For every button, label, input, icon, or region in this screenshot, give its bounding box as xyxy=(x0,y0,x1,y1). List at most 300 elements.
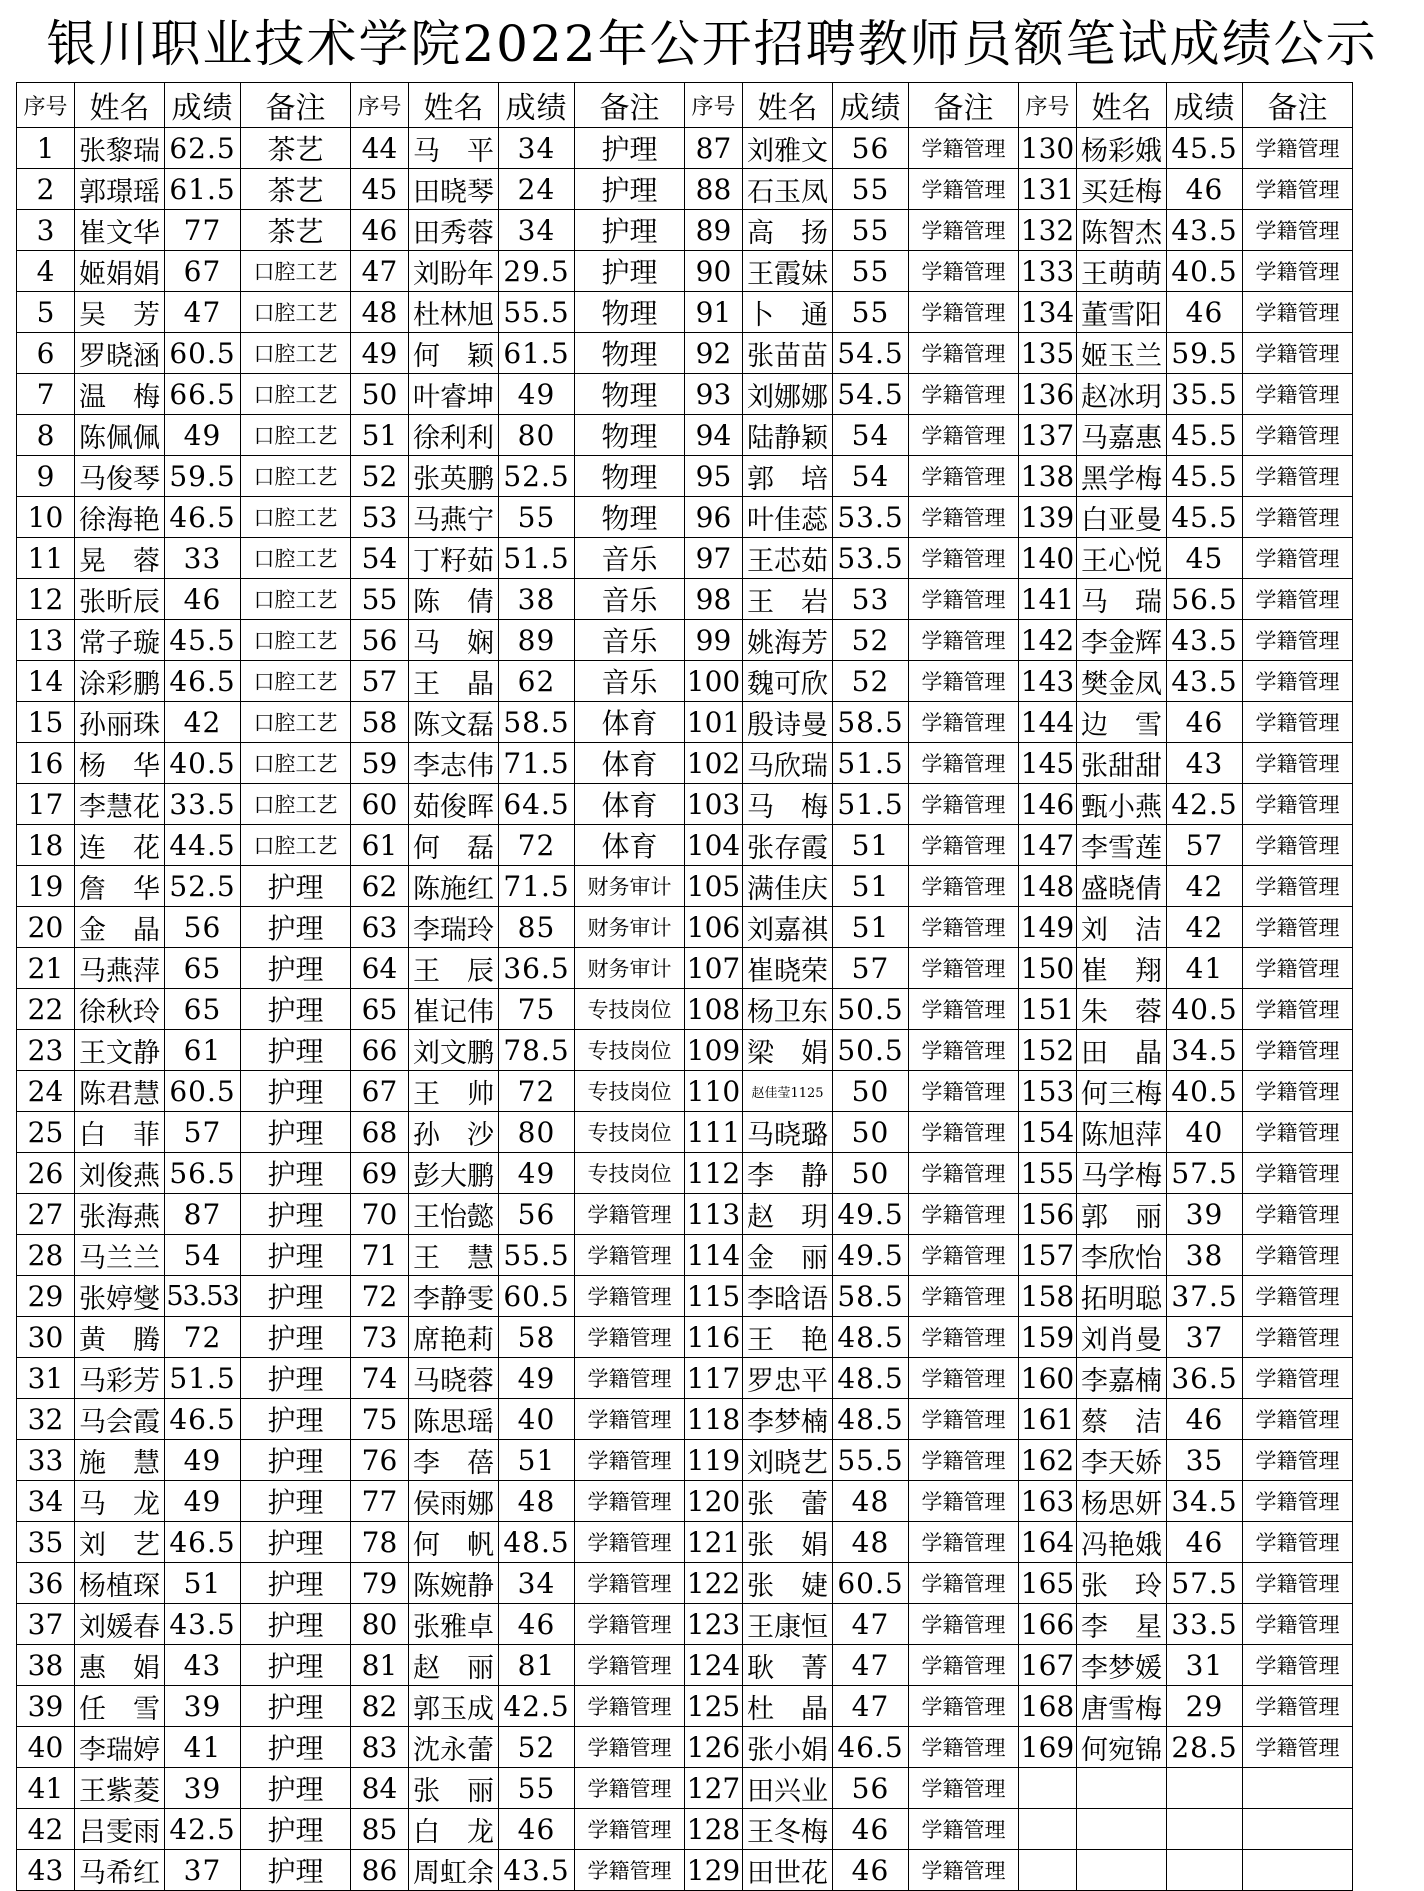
cell-score: 40.5 xyxy=(1167,989,1243,1030)
cell-score: 55 xyxy=(833,169,909,210)
cell-note: 学籍管理 xyxy=(909,1768,1019,1809)
cell-no: 39 xyxy=(17,1686,75,1727)
cell-no: 132 xyxy=(1019,210,1077,251)
cell-score: 31 xyxy=(1167,1645,1243,1686)
cell-score: 56 xyxy=(499,1194,575,1235)
cell-note: 学籍管理 xyxy=(575,1235,685,1276)
cell-note: 学籍管理 xyxy=(575,1727,685,1768)
header-name: 姓名 xyxy=(409,83,499,128)
cell-score: 56 xyxy=(833,1768,909,1809)
cell-score: 49 xyxy=(165,1440,241,1481)
cell-no: 44 xyxy=(351,128,409,169)
cell-name: 王紫菱 xyxy=(75,1768,165,1809)
cell-no: 112 xyxy=(685,1153,743,1194)
cell-no: 119 xyxy=(685,1440,743,1481)
cell-name: 李慧花 xyxy=(75,784,165,825)
cell-note: 学籍管理 xyxy=(909,1235,1019,1276)
cell-name: 白 龙 xyxy=(409,1809,499,1850)
cell-no: 31 xyxy=(17,1358,75,1399)
cell-no: 121 xyxy=(685,1522,743,1563)
cell-score: 56.5 xyxy=(165,1153,241,1194)
cell-score: 48.5 xyxy=(833,1399,909,1440)
cell-score: 51 xyxy=(499,1440,575,1481)
cell-score: 46.5 xyxy=(165,1399,241,1440)
cell-name: 李欣怡 xyxy=(1077,1235,1167,1276)
cell-no: 81 xyxy=(351,1645,409,1686)
table-row xyxy=(17,702,1353,743)
cell-name: 田世花 xyxy=(743,1850,833,1891)
cell-score: 48 xyxy=(499,1481,575,1522)
cell-name: 张苗苗 xyxy=(743,333,833,374)
cell-note: 学籍管理 xyxy=(909,456,1019,497)
cell-no: 71 xyxy=(351,1235,409,1276)
table-row xyxy=(17,661,1353,702)
cell-score: 53 xyxy=(833,579,909,620)
cell-note: 口腔工艺 xyxy=(241,456,351,497)
cell-no: 97 xyxy=(685,538,743,579)
table-row xyxy=(17,1727,1353,1768)
cell-score: 72 xyxy=(499,1071,575,1112)
cell-no: 9 xyxy=(17,456,75,497)
cell-note: 护理 xyxy=(241,1481,351,1522)
cell-score: 66.5 xyxy=(165,374,241,415)
cell-no: 30 xyxy=(17,1317,75,1358)
cell-note: 物理 xyxy=(575,415,685,456)
cell-name: 王霞妹 xyxy=(743,251,833,292)
cell-no: 59 xyxy=(351,743,409,784)
cell-note: 音乐 xyxy=(575,538,685,579)
cell-score: 46 xyxy=(1167,169,1243,210)
cell-no: 28 xyxy=(17,1235,75,1276)
table-row xyxy=(17,374,1353,415)
cell-score: 87 xyxy=(165,1194,241,1235)
cell-no: 53 xyxy=(351,497,409,538)
cell-score: 46.5 xyxy=(165,497,241,538)
cell-note: 学籍管理 xyxy=(1243,1276,1353,1317)
cell-note: 学籍管理 xyxy=(1243,1686,1353,1727)
cell-no: 5 xyxy=(17,292,75,333)
cell-no: 128 xyxy=(685,1809,743,1850)
cell-name: 马晓蓉 xyxy=(409,1358,499,1399)
cell-name: 叶佳蕊 xyxy=(743,497,833,538)
cell-note: 学籍管理 xyxy=(909,1645,1019,1686)
cell-score: 61 xyxy=(165,1030,241,1071)
cell-name: 刘嘉祺 xyxy=(743,907,833,948)
cell-name: 詹 华 xyxy=(75,866,165,907)
cell-name: 刘俊燕 xyxy=(75,1153,165,1194)
cell-score: 75 xyxy=(499,989,575,1030)
table-row xyxy=(17,1194,1353,1235)
cell-no: 60 xyxy=(351,784,409,825)
cell-name: 张甜甜 xyxy=(1077,743,1167,784)
cell-name: 周虹余 xyxy=(409,1850,499,1891)
cell-score: 48.5 xyxy=(499,1522,575,1563)
cell-no: 96 xyxy=(685,497,743,538)
cell-name: 李金辉 xyxy=(1077,620,1167,661)
cell-name: 陈佩佩 xyxy=(75,415,165,456)
cell-no: 166 xyxy=(1019,1604,1077,1645)
header-score: 成绩 xyxy=(499,83,575,128)
cell-note: 口腔工艺 xyxy=(241,333,351,374)
cell-no: 149 xyxy=(1019,907,1077,948)
cell-note: 学籍管理 xyxy=(1243,1645,1353,1686)
table-row xyxy=(17,128,1353,169)
cell-name: 晃 蓉 xyxy=(75,538,165,579)
cell-note: 学籍管理 xyxy=(1243,1727,1353,1768)
cell-note: 学籍管理 xyxy=(909,907,1019,948)
cell-name: 崔记伟 xyxy=(409,989,499,1030)
cell-score: 59.5 xyxy=(1167,333,1243,374)
cell-score: 60.5 xyxy=(165,1071,241,1112)
cell-note: 学籍管理 xyxy=(909,784,1019,825)
cell-note: 学籍管理 xyxy=(909,1194,1019,1235)
cell-score: 51 xyxy=(833,825,909,866)
cell-no: 15 xyxy=(17,702,75,743)
table-row xyxy=(17,1317,1353,1358)
empty-cell xyxy=(1019,1850,1077,1891)
cell-name: 刘肖曼 xyxy=(1077,1317,1167,1358)
cell-name: 张黎瑞 xyxy=(75,128,165,169)
cell-note: 口腔工艺 xyxy=(241,702,351,743)
cell-note: 学籍管理 xyxy=(1243,1071,1353,1112)
header-no: 序号 xyxy=(351,83,409,128)
cell-no: 40 xyxy=(17,1727,75,1768)
cell-note: 护理 xyxy=(241,866,351,907)
header-name: 姓名 xyxy=(75,83,165,128)
table-row xyxy=(17,948,1353,989)
cell-note: 学籍管理 xyxy=(909,948,1019,989)
cell-score: 49.5 xyxy=(833,1194,909,1235)
cell-no: 76 xyxy=(351,1440,409,1481)
cell-note: 护理 xyxy=(241,989,351,1030)
cell-note: 学籍管理 xyxy=(575,1809,685,1850)
cell-no: 37 xyxy=(17,1604,75,1645)
cell-note: 学籍管理 xyxy=(909,538,1019,579)
cell-name: 吴 芳 xyxy=(75,292,165,333)
cell-no: 122 xyxy=(685,1563,743,1604)
cell-no: 52 xyxy=(351,456,409,497)
cell-score: 42.5 xyxy=(499,1686,575,1727)
cell-note: 体育 xyxy=(575,825,685,866)
cell-note: 学籍管理 xyxy=(1243,1522,1353,1563)
cell-score: 58.5 xyxy=(499,702,575,743)
cell-name: 白亚曼 xyxy=(1077,497,1167,538)
cell-no: 66 xyxy=(351,1030,409,1071)
header-no: 序号 xyxy=(17,83,75,128)
cell-score: 29.5 xyxy=(499,251,575,292)
cell-note: 专技岗位 xyxy=(575,1071,685,1112)
cell-note: 学籍管理 xyxy=(909,1604,1019,1645)
cell-name: 马 龙 xyxy=(75,1481,165,1522)
cell-score: 46 xyxy=(1167,1399,1243,1440)
cell-score: 44.5 xyxy=(165,825,241,866)
cell-no: 138 xyxy=(1019,456,1077,497)
cell-name: 刘文鹏 xyxy=(409,1030,499,1071)
table-row xyxy=(17,538,1353,579)
cell-note: 学籍管理 xyxy=(909,1850,1019,1891)
cell-no: 3 xyxy=(17,210,75,251)
cell-score: 43.5 xyxy=(1167,210,1243,251)
cell-score: 55 xyxy=(499,1768,575,1809)
cell-score: 59.5 xyxy=(165,456,241,497)
cell-no: 152 xyxy=(1019,1030,1077,1071)
cell-name: 崔晓荣 xyxy=(743,948,833,989)
cell-note: 口腔工艺 xyxy=(241,374,351,415)
table-row xyxy=(17,1030,1353,1071)
cell-note: 体育 xyxy=(575,702,685,743)
cell-score: 57 xyxy=(833,948,909,989)
cell-note: 学籍管理 xyxy=(1243,415,1353,456)
cell-name: 陈思瑶 xyxy=(409,1399,499,1440)
cell-score: 51.5 xyxy=(833,743,909,784)
cell-name: 侯雨娜 xyxy=(409,1481,499,1522)
table-row xyxy=(17,866,1353,907)
cell-score: 52.5 xyxy=(499,456,575,497)
cell-note: 学籍管理 xyxy=(575,1194,685,1235)
cell-no: 42 xyxy=(17,1809,75,1850)
cell-name: 连 花 xyxy=(75,825,165,866)
cell-no: 101 xyxy=(685,702,743,743)
cell-note: 学籍管理 xyxy=(1243,1440,1353,1481)
cell-score: 48 xyxy=(833,1522,909,1563)
cell-score: 38 xyxy=(499,579,575,620)
cell-note: 学籍管理 xyxy=(909,1440,1019,1481)
cell-score: 52.5 xyxy=(165,866,241,907)
cell-name: 刘娜娜 xyxy=(743,374,833,415)
cell-score: 46 xyxy=(833,1850,909,1891)
cell-note: 口腔工艺 xyxy=(241,620,351,661)
cell-name: 王怡懿 xyxy=(409,1194,499,1235)
cell-no: 63 xyxy=(351,907,409,948)
cell-score: 85 xyxy=(499,907,575,948)
cell-score: 71.5 xyxy=(499,743,575,784)
cell-no: 47 xyxy=(351,251,409,292)
cell-score: 54 xyxy=(833,415,909,456)
cell-no: 165 xyxy=(1019,1563,1077,1604)
cell-score: 80 xyxy=(499,415,575,456)
cell-note: 学籍管理 xyxy=(1243,1604,1353,1645)
cell-no: 95 xyxy=(685,456,743,497)
cell-score: 58.5 xyxy=(833,702,909,743)
cell-score: 55 xyxy=(833,292,909,333)
cell-note: 学籍管理 xyxy=(1243,948,1353,989)
cell-note: 学籍管理 xyxy=(1243,825,1353,866)
cell-name: 白 菲 xyxy=(75,1112,165,1153)
cell-name: 张 蕾 xyxy=(743,1481,833,1522)
cell-no: 144 xyxy=(1019,702,1077,743)
cell-score: 62.5 xyxy=(165,128,241,169)
cell-score: 42 xyxy=(1167,907,1243,948)
cell-name: 王文静 xyxy=(75,1030,165,1071)
cell-score: 43 xyxy=(1167,743,1243,784)
cell-score: 35.5 xyxy=(1167,374,1243,415)
cell-score: 40.5 xyxy=(1167,1071,1243,1112)
cell-no: 26 xyxy=(17,1153,75,1194)
table-row xyxy=(17,1071,1353,1112)
cell-score: 89 xyxy=(499,620,575,661)
cell-note: 学籍管理 xyxy=(1243,702,1353,743)
cell-no: 90 xyxy=(685,251,743,292)
table-row xyxy=(17,251,1353,292)
table-row xyxy=(17,907,1353,948)
cell-name: 姚海芳 xyxy=(743,620,833,661)
cell-score: 65 xyxy=(165,989,241,1030)
page-title: 银川职业技术学院2022年公开招聘教师员额笔试成绩公示 xyxy=(46,15,1378,73)
cell-no: 98 xyxy=(685,579,743,620)
cell-no: 99 xyxy=(685,620,743,661)
cell-note: 学籍管理 xyxy=(575,1522,685,1563)
cell-name: 高 扬 xyxy=(743,210,833,251)
cell-name: 王 辰 xyxy=(409,948,499,989)
cell-no: 29 xyxy=(17,1276,75,1317)
cell-name: 李瑞玲 xyxy=(409,907,499,948)
cell-name: 盛晓倩 xyxy=(1077,866,1167,907)
cell-name: 王 岩 xyxy=(743,579,833,620)
cell-score: 37.5 xyxy=(1167,1276,1243,1317)
cell-name: 任 雪 xyxy=(75,1686,165,1727)
cell-score: 71.5 xyxy=(499,866,575,907)
cell-note: 学籍管理 xyxy=(1243,1563,1353,1604)
cell-score: 46 xyxy=(165,579,241,620)
cell-score: 28.5 xyxy=(1167,1727,1243,1768)
empty-cell xyxy=(1077,1768,1167,1809)
cell-score: 35 xyxy=(1167,1440,1243,1481)
cell-score: 56 xyxy=(833,128,909,169)
header-note: 备注 xyxy=(241,83,351,128)
cell-name: 杜林旭 xyxy=(409,292,499,333)
cell-name: 马彩芳 xyxy=(75,1358,165,1399)
cell-name: 郭 培 xyxy=(743,456,833,497)
cell-score: 34 xyxy=(499,210,575,251)
cell-no: 18 xyxy=(17,825,75,866)
cell-note: 学籍管理 xyxy=(1243,456,1353,497)
cell-no: 124 xyxy=(685,1645,743,1686)
cell-name: 张 婕 xyxy=(743,1563,833,1604)
table-row xyxy=(17,1112,1353,1153)
cell-note: 口腔工艺 xyxy=(241,251,351,292)
cell-note: 口腔工艺 xyxy=(241,497,351,538)
cell-note: 学籍管理 xyxy=(909,1522,1019,1563)
table-row xyxy=(17,1399,1353,1440)
cell-note: 口腔工艺 xyxy=(241,784,351,825)
cell-name: 金 晶 xyxy=(75,907,165,948)
cell-name: 杨 华 xyxy=(75,743,165,784)
cell-note: 学籍管理 xyxy=(1243,1481,1353,1522)
cell-note: 护理 xyxy=(241,1153,351,1194)
cell-no: 54 xyxy=(351,538,409,579)
cell-no: 150 xyxy=(1019,948,1077,989)
cell-note: 学籍管理 xyxy=(909,210,1019,251)
cell-score: 60.5 xyxy=(165,333,241,374)
cell-score: 51 xyxy=(833,866,909,907)
cell-note: 学籍管理 xyxy=(909,825,1019,866)
cell-note: 体育 xyxy=(575,784,685,825)
cell-no: 91 xyxy=(685,292,743,333)
cell-score: 34.5 xyxy=(1167,1481,1243,1522)
cell-name: 崔 翔 xyxy=(1077,948,1167,989)
cell-no: 154 xyxy=(1019,1112,1077,1153)
empty-cell xyxy=(1243,1850,1353,1891)
cell-score: 41 xyxy=(1167,948,1243,989)
cell-score: 65 xyxy=(165,948,241,989)
cell-name: 陈智杰 xyxy=(1077,210,1167,251)
cell-note: 学籍管理 xyxy=(575,1276,685,1317)
cell-no: 64 xyxy=(351,948,409,989)
cell-score: 46 xyxy=(499,1809,575,1850)
cell-name: 孙丽珠 xyxy=(75,702,165,743)
cell-name: 田晓琴 xyxy=(409,169,499,210)
cell-score: 57.5 xyxy=(1167,1153,1243,1194)
cell-score: 43 xyxy=(165,1645,241,1686)
cell-note: 学籍管理 xyxy=(909,866,1019,907)
cell-name: 赵 丽 xyxy=(409,1645,499,1686)
header-no: 序号 xyxy=(1019,83,1077,128)
cell-no: 13 xyxy=(17,620,75,661)
cell-score: 46 xyxy=(833,1809,909,1850)
cell-note: 学籍管理 xyxy=(909,333,1019,374)
cell-name: 梁 娟 xyxy=(743,1030,833,1071)
header-name: 姓名 xyxy=(1077,83,1167,128)
cell-score: 61.5 xyxy=(499,333,575,374)
cell-score: 54 xyxy=(165,1235,241,1276)
cell-note: 物理 xyxy=(575,292,685,333)
cell-name: 蔡 洁 xyxy=(1077,1399,1167,1440)
cell-no: 139 xyxy=(1019,497,1077,538)
cell-name: 何 颖 xyxy=(409,333,499,374)
table-row xyxy=(17,333,1353,374)
cell-no: 157 xyxy=(1019,1235,1077,1276)
cell-no: 72 xyxy=(351,1276,409,1317)
cell-name: 金 丽 xyxy=(743,1235,833,1276)
cell-no: 108 xyxy=(685,989,743,1030)
cell-note: 口腔工艺 xyxy=(241,292,351,333)
cell-no: 58 xyxy=(351,702,409,743)
cell-note: 学籍管理 xyxy=(909,128,1019,169)
cell-note: 口腔工艺 xyxy=(241,415,351,456)
cell-score: 57.5 xyxy=(1167,1563,1243,1604)
cell-no: 49 xyxy=(351,333,409,374)
cell-name: 刘 艺 xyxy=(75,1522,165,1563)
cell-no: 143 xyxy=(1019,661,1077,702)
cell-note: 学籍管理 xyxy=(1243,1235,1353,1276)
cell-no: 130 xyxy=(1019,128,1077,169)
cell-no: 162 xyxy=(1019,1440,1077,1481)
cell-no: 153 xyxy=(1019,1071,1077,1112)
cell-note: 学籍管理 xyxy=(1243,866,1353,907)
cell-name: 杨思妍 xyxy=(1077,1481,1167,1522)
cell-name: 樊金凤 xyxy=(1077,661,1167,702)
cell-no: 87 xyxy=(685,128,743,169)
cell-note: 护理 xyxy=(241,1194,351,1235)
cell-score: 55 xyxy=(833,210,909,251)
cell-score: 64.5 xyxy=(499,784,575,825)
cell-no: 33 xyxy=(17,1440,75,1481)
cell-no: 4 xyxy=(17,251,75,292)
cell-name: 张婷燮 xyxy=(75,1276,165,1317)
cell-no: 74 xyxy=(351,1358,409,1399)
cell-name: 田秀蓉 xyxy=(409,210,499,251)
cell-no: 156 xyxy=(1019,1194,1077,1235)
cell-note: 学籍管理 xyxy=(1243,374,1353,415)
cell-no: 7 xyxy=(17,374,75,415)
cell-score: 55.5 xyxy=(499,292,575,333)
cell-name: 丁籽茹 xyxy=(409,538,499,579)
cell-no: 117 xyxy=(685,1358,743,1399)
table-row xyxy=(17,1235,1353,1276)
cell-note: 茶艺 xyxy=(241,169,351,210)
cell-score: 52 xyxy=(499,1727,575,1768)
cell-note: 学籍管理 xyxy=(909,415,1019,456)
